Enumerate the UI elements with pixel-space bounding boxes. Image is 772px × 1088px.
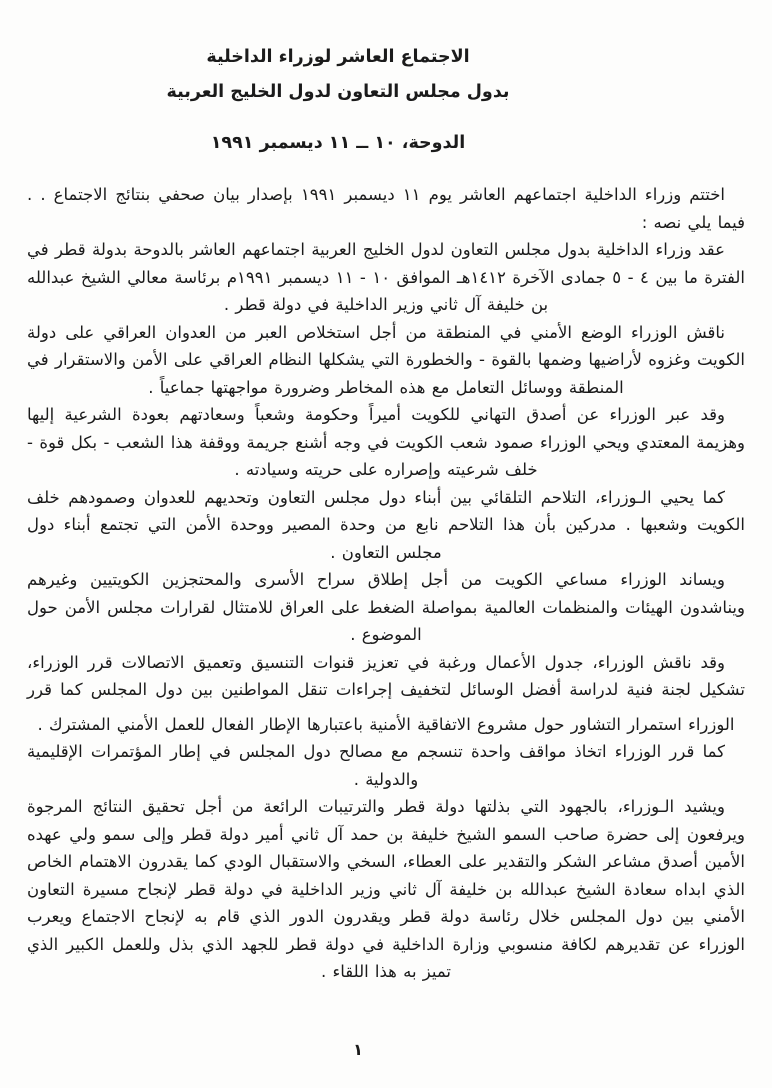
document-date-line: الدوحة، ١٠ ــ ١١ ديسمبر ١٩٩١ [210,133,466,153]
paragraph-congratulations-kuwait: وقد عبر الوزراء عن أصدق التهاني للكويت أميراً وحكومة وشعباً وسعادتهم بعودة الشرعية إليها وهزيمة المعتدي ويحي الوزراء صمود شعب الكويت في وجه أشنع جريمة ووقفة هذا الشعب - بكل قوة - خلف شرعيته وإصراره على حريته وسيادته . [27,405,745,479]
document-header [27,40,649,161]
paragraph-meeting-held: عقد وزراء الداخلية بدول مجلس التعاون لدول الخليج العربية اجتماعهم العاشر بالدوحة بدولة قطر في الفترة ما بين ٤ - ٥ جمادى الآخرة ١٤١٢هـ الموافق ١٠ - ١١ ديسمبر ١٩٩١م برئاسة معالي الشيخ عبدالله بن خليفة آل ثاني وزير الداخلية في دولة قطر . [27,240,745,314]
paragraph-intro: اختتم وزراء الداخلية اجتماعهم العاشر يوم ١١ ديسمبر ١٩٩١ بإصدار بيان صحفي بنتائج الاجتماع . . فيما يلي نصه : [27,185,745,232]
paragraph-gcc-solidarity: كما يحيي الـوزراء، التلاحم التلقائي بين أبناء دول مجلس التعاون وتحديهم للعدوان وصمودهم خلف الكويت وشعبها . مدركين بأن هذا التلاحم نابع من وحدة المصير ووحدة الأمن التي تجتمع أبناء دول مجلس التعاون . [27,487,745,562]
document-title-line-2: بدول مجلس التعاون لدول الخليج العربية [166,82,510,102]
paragraph-security-agreement: الوزراء استمرار التشاور حول مشروع الاتفاقية الأمنية باعتبارها الإطار الفعال للعمل الأمني المشترك . [37,714,735,734]
document-title-line-1: الاجتماع العاشر لوزراء الداخلية [206,47,470,67]
paragraph-thanks-qatar: ويشيد الـوزراء، بالجهود التي بذلتها دولة قطر والترتيبات الرائعة من أجل تحقيق النتائج المرجوة ويرفعون إلى حضرة صاحب السمو الشيخ خليفة بن حمد آل ثاني أمير دولة قطر وإلى سمو ولي عهده الأمين أصدق مشاعر الشكر والتقدير على العطاء، السخي والاستقبال الودي كما يقدرون الاهتمام الخاص الذي ابداه سعادة الشيخ عبدالله بن خليفة آل ثاني وزير الداخلية في دولة قطر لإنجاح مسيرة التعاون الأمني بين دول المجلس خلال رئاسة دولة قطر ويقدرون الدور الذي قام به لإنجاح الاجتماع ويعرب الوزراء عن تقديرهم لكافة منسوبي وزارة الداخلية في دولة قطر للجهد الذي بذل وللعمل الكبير الذي تميز به هذا اللقاء . [27,797,745,981]
paragraph-security-situation: ناقش الوزراء الوضع الأمني في المنطقة من أجل استخلاص العبر من العدوان العراقي على دولة الكويت وغزوه لأراضيها وضمها بالقوة - والخطورة التي يشكلها النظام العراقي على الأمن والاستقرار في المنطقة ووسائل التعامل مع هذه المخاطر وضرورة مواجهتها جماعياً . [27,322,745,397]
paragraph-prisoners-release: ويساند الوزراء مساعي الكويت من أجل إطلاق سراح الأسرى والمحتجزين الكويتيين وغيرهم ويناشدون الهيئات والمنظمات العالمية بمواصلة الضغط على العراق للامتثال لقرارات مجلس الأمن حول الموضوع . [27,570,745,644]
document-content [27,40,745,986]
document-body [27,181,745,986]
page-number: ١ [353,1040,363,1059]
paragraph-unified-positions: كما قرر الوزراء اتخاذ مواقف واحدة تنسجم مع مصالح دول المجلس في إطار المؤتمرات الإقليمية والدولية . [27,742,725,789]
paragraph-agenda-committee: وقد ناقش الوزراء، جدول الأعمال ورغبة في تعزيز قنوات التنسيق وتعميق الاتصالات قرر الوزراء، تشكيل لجنة فنية لدراسة أفضل الوسائل لتخفيف إجراءات تنقل المواطنين بين دول المجلس كما قرر [27,652,745,699]
